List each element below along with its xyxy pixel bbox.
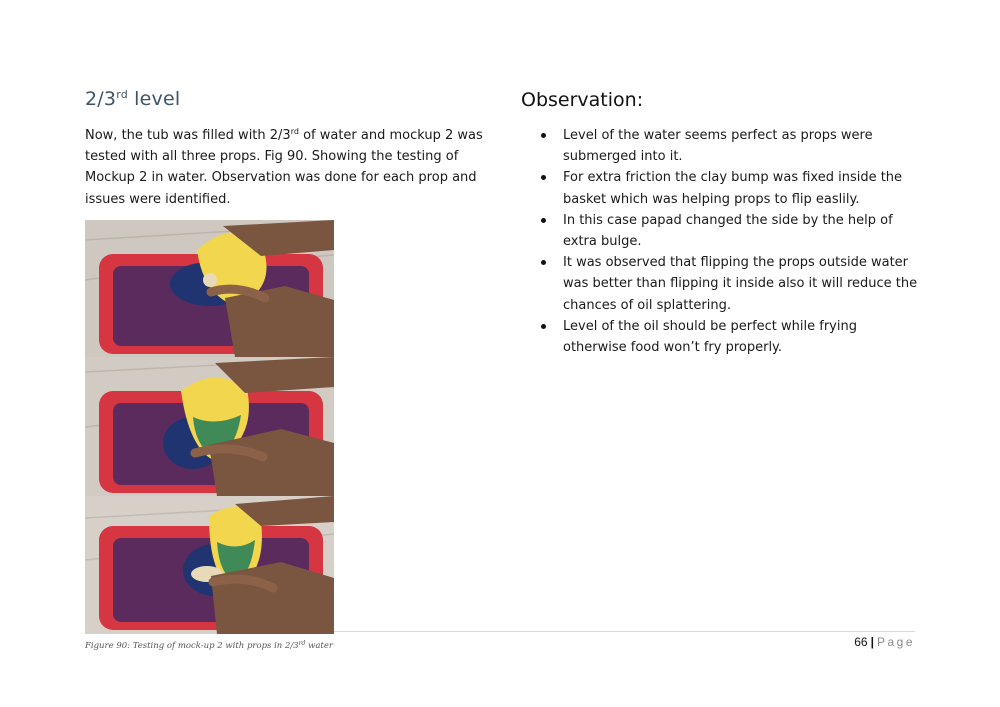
figure-caption — [85, 640, 333, 651]
page-separator: | — [870, 635, 874, 649]
intro-superscript: rd — [290, 127, 299, 136]
intro-paragraph — [85, 125, 485, 210]
observation-item-text: Level of the water seems perfect as props were submerged into it. — [563, 128, 873, 165]
photo-tub-flip-start — [85, 220, 334, 357]
observation-item — [521, 210, 921, 252]
section-title-rest: level — [127, 88, 181, 110]
photo-tub-flip-end — [85, 496, 334, 634]
caption-superscript: rd — [298, 640, 306, 647]
observation-item — [521, 316, 921, 358]
bullet-icon — [541, 133, 546, 138]
observation-item — [521, 167, 921, 209]
bullet-icon — [541, 218, 546, 223]
observation-item-text: For extra friction the clay bump was fixed inside the basket which was helping props to flip easlily. — [563, 170, 903, 207]
observation-item — [521, 125, 921, 167]
section-title — [85, 88, 180, 110]
observation-item-text: In this case papad changed the side by the help of extra bulge. — [563, 212, 893, 250]
footer-rule — [334, 631, 915, 632]
page-number-value: 66 — [854, 635, 868, 649]
observation-list — [521, 125, 921, 358]
observation-title: Observation: — [521, 89, 644, 111]
intro-part2: of water and mockup 2 was tested with all three props. Fig 90. Showing the testing of Mockup 2 in water. Observation was done for each prop and issues were identified. — [85, 128, 483, 207]
figure-photos — [85, 220, 334, 634]
caption-part2: water — [305, 641, 333, 651]
caption-part1: Figure 90: Testing of mock-up 2 with props in 2/3 — [85, 641, 299, 651]
observation-item-text: It was observed that flipping the props outside water was better than flipping it inside also it will reduce the chances of oil splattering. — [563, 255, 918, 313]
section-title-superscript: rd — [116, 88, 128, 101]
observation-item-text: Level of the oil should be perfect while frying otherwise food won’t fry properly. — [563, 318, 857, 356]
photo-tub-flip-middle — [85, 357, 334, 496]
page-word: Page — [876, 635, 915, 649]
observation-item — [521, 252, 921, 316]
bullet-icon — [541, 260, 546, 265]
bullet-icon — [541, 175, 546, 180]
section-title-base: 2/3 — [85, 88, 117, 110]
intro-part1: Now, the tub was filled with 2/3 — [85, 128, 291, 143]
page-number — [854, 635, 915, 649]
bullet-icon — [541, 324, 546, 329]
